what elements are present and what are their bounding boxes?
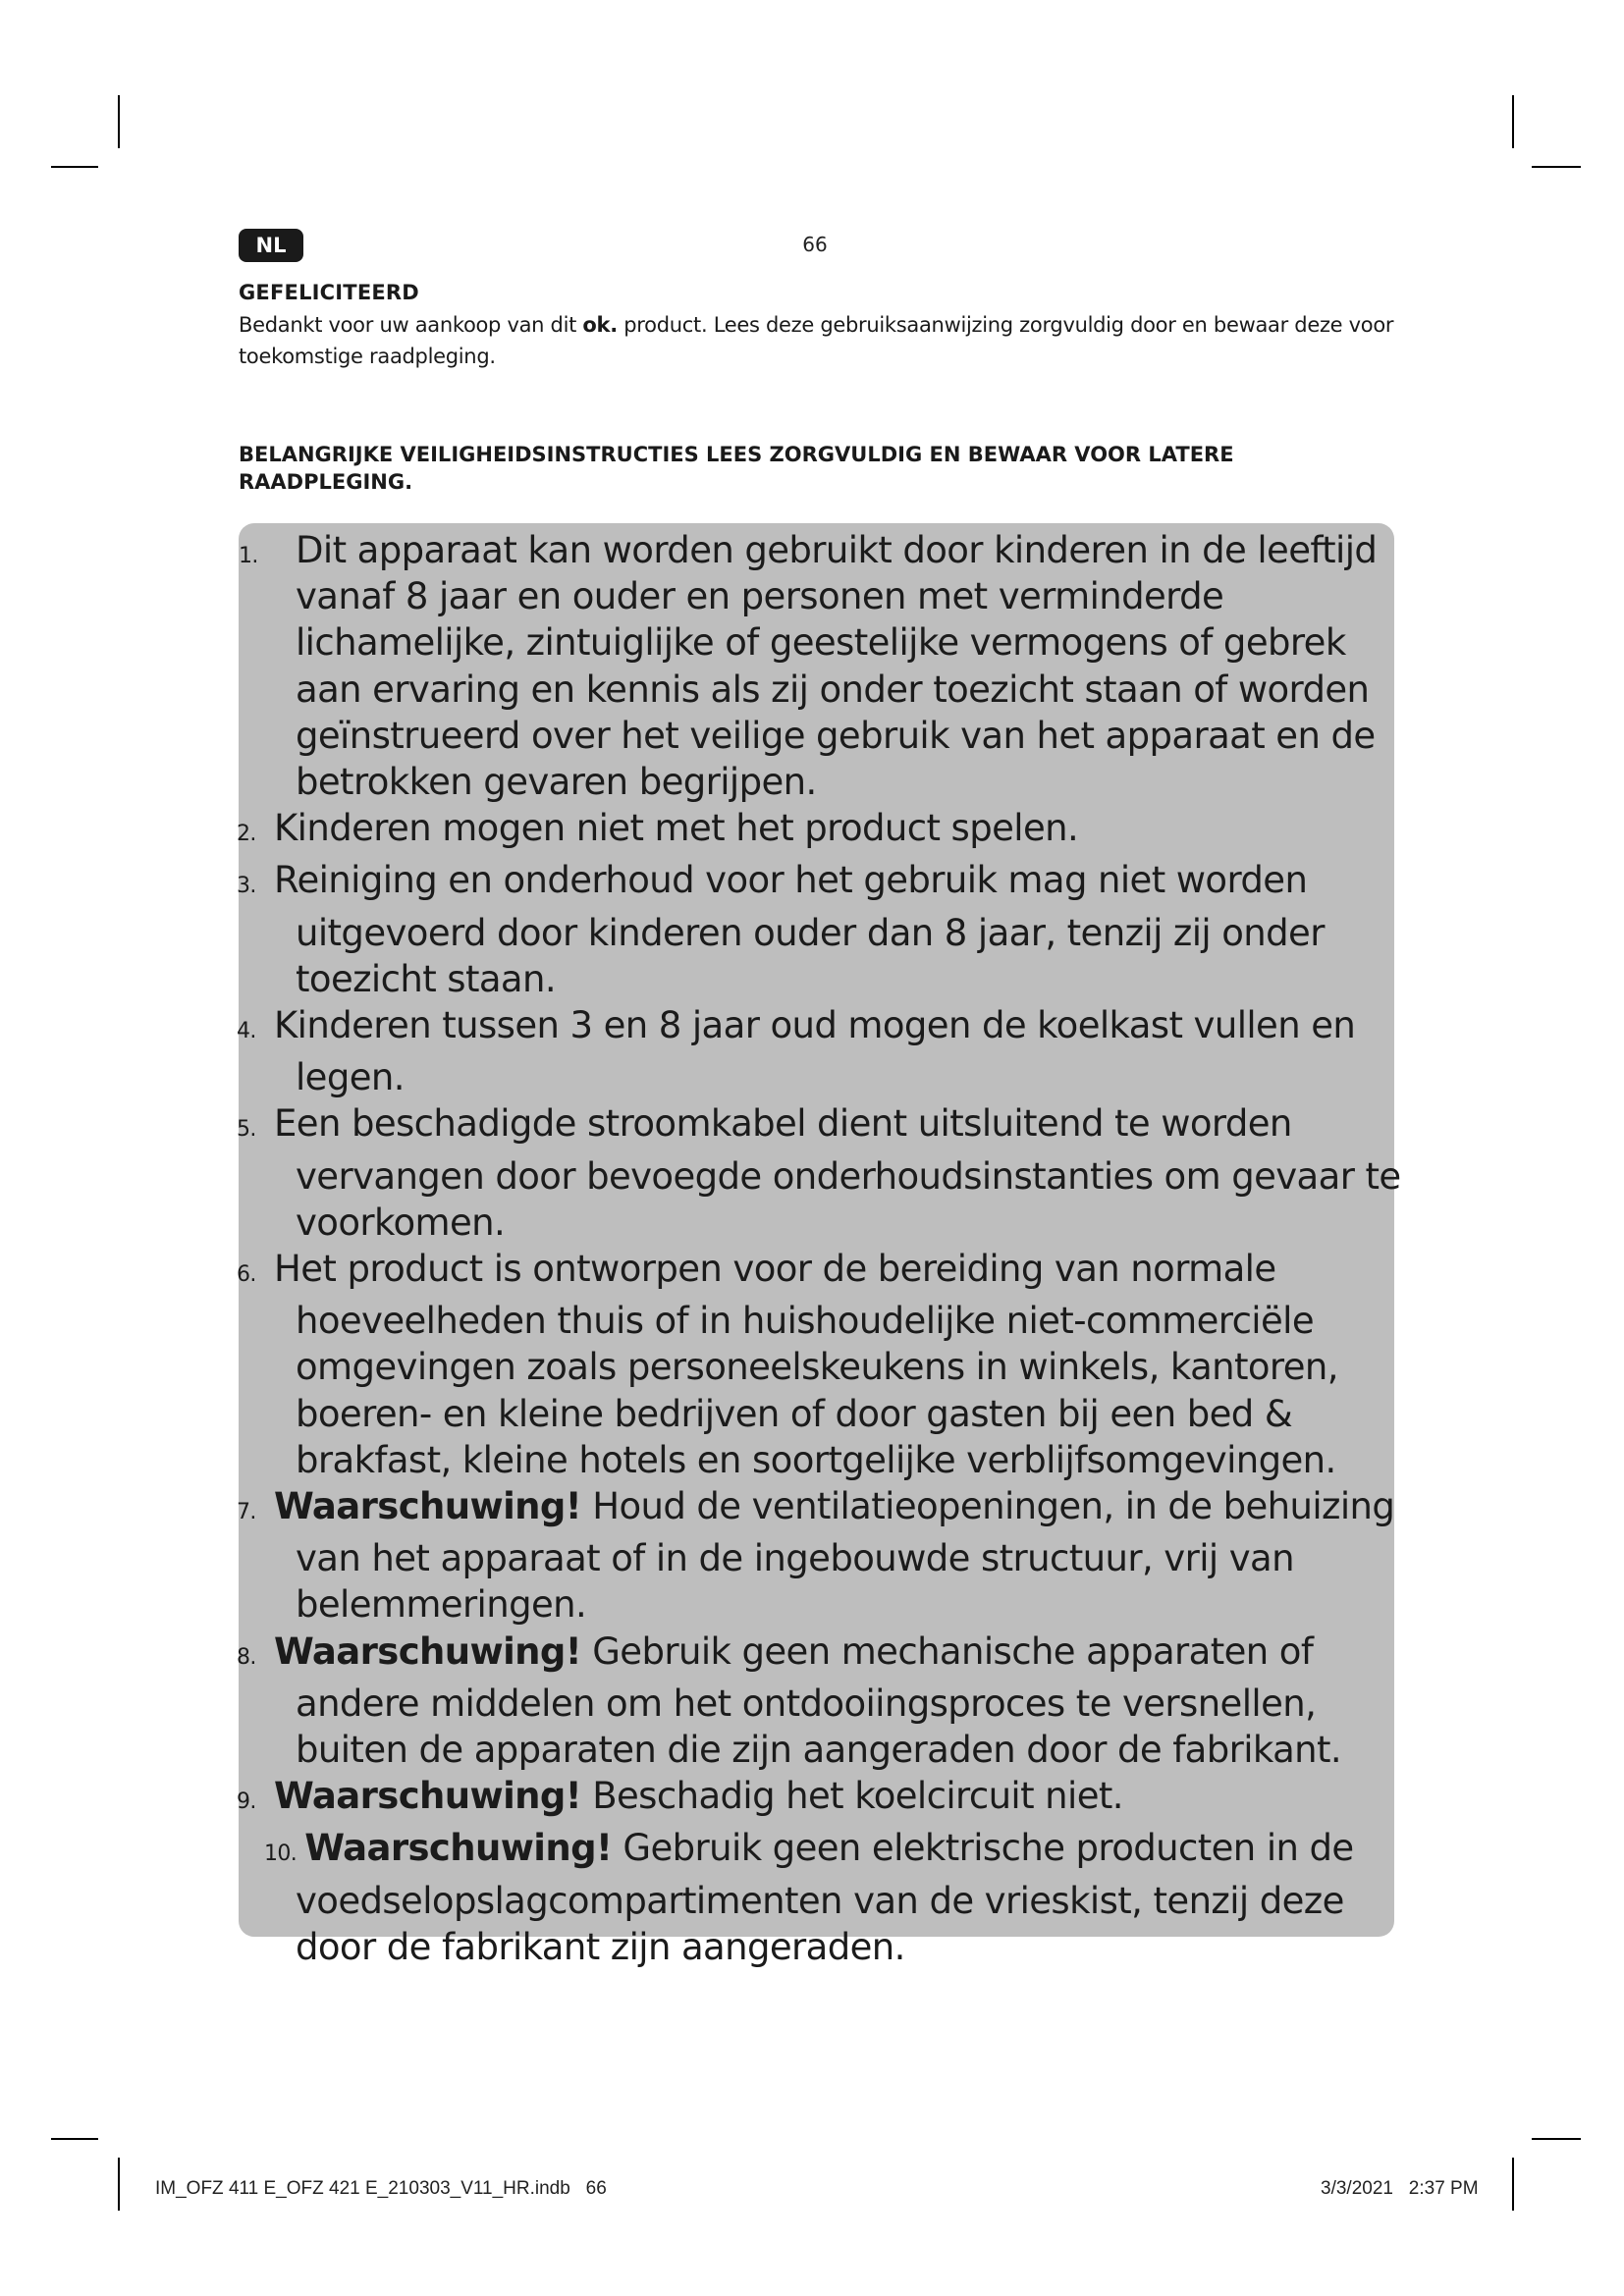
item-number: 2. — [237, 822, 256, 847]
list-item — [239, 1100, 1412, 1246]
warning-label: Waarschuwing! — [304, 1827, 613, 1870]
safety-instructions-list — [239, 527, 1412, 1970]
item-number: 7. — [237, 1500, 256, 1525]
item-number: 5. — [237, 1117, 256, 1143]
list-item — [239, 1483, 1412, 1629]
item-number: 3. — [237, 874, 256, 899]
item-text: Kinderen tussen 3 en 8 jaar oud mogen de koelkast vullen en legen. — [274, 1004, 1356, 1099]
list-item — [239, 1825, 1412, 1970]
item-number: 4. — [237, 1019, 256, 1044]
safety-heading: BELANGRIJKE VEILIGHEIDSINSTRUCTIES LEES ZORGVULDIG EN BEWAAR VOOR LATERE RAADPLEGING. — [239, 443, 1234, 494]
warning-label: Waarschuwing! — [274, 1775, 582, 1818]
warning-label: Waarschuwing! — [274, 1629, 582, 1673]
item-text: Het product is ontworpen voor de bereiding van normale hoeveelheden thuis of in huishoudelijke niet-commerciële omgevingen zoals personeelskeukens in winkels, kantoren, boeren- en kleine bedrijven of door gasten bij een bed & brakfast, kleine hotels en soortgelijke verblijfsomgevingen. — [274, 1248, 1338, 1481]
item-text: Een beschadigde stroomkabel dient uitsluitend te worden vervangen door bevoegde onderhoudsinstanties om gevaar te voorkomen. — [274, 1102, 1401, 1244]
crop-mark — [51, 166, 98, 168]
footer-datetime: 3/3/2021 2:37 PM — [1321, 2178, 1479, 2199]
item-text: Gebruik geen mechanische apparaten of andere middelen om het ontdooiingsproces te versnellen, buiten de apparaten die zijn aangeraden door de fabrikant. — [296, 1629, 1342, 1772]
intro-text-before: Bedankt voor uw aankoop van dit — [239, 313, 583, 337]
crop-mark — [1532, 166, 1581, 168]
item-number: 9. — [237, 1789, 256, 1815]
item-number: 1. — [239, 544, 258, 568]
list-item — [239, 857, 1412, 1002]
item-text: Beschadig het koelcircuit niet. — [581, 1775, 1123, 1818]
crop-mark — [1532, 2138, 1581, 2140]
crop-mark — [118, 95, 120, 148]
list-item — [239, 805, 1412, 857]
intro-text-after: product. Lees deze gebruiksaanwijzing zorgvuldig door en bewaar deze voor toekomstige raadpleging. — [239, 313, 1394, 368]
page-number: 66 — [802, 233, 828, 256]
crop-mark — [118, 2158, 120, 2211]
list-item — [239, 1002, 1412, 1100]
intro-heading: GEFELICITEERD — [239, 281, 419, 304]
list-item — [239, 1773, 1412, 1825]
language-badge: NL — [239, 229, 303, 262]
brand-name: ok. — [582, 313, 618, 337]
item-text: Reiniging en onderhoud voor het gebruik mag niet worden uitgevoerd door kinderen ouder dan 8 jaar, tenzij zij onder toezicht staan. — [274, 859, 1325, 1000]
list-item — [239, 1629, 1412, 1774]
crop-mark — [1512, 95, 1514, 148]
item-text: Houd de ventilatieopeningen, in de behuizing van het apparaat of in de ingebouwde structuur, vrij van belemmeringen. — [296, 1485, 1395, 1627]
intro-paragraph — [239, 309, 1407, 372]
list-item — [239, 1246, 1412, 1483]
list-item — [239, 527, 1412, 805]
warning-label: Waarschuwing! — [274, 1485, 582, 1528]
item-number: 10. — [264, 1842, 298, 1867]
item-text: Kinderen mogen niet met het product spelen. — [274, 807, 1079, 850]
footer-file-info: IM_OFZ 411 E_OFZ 421 E_210303_V11_HR.indb 66 — [155, 2178, 607, 2199]
crop-mark — [1512, 2158, 1514, 2211]
crop-mark — [51, 2138, 98, 2140]
item-number: 8. — [237, 1644, 256, 1670]
item-number: 6. — [237, 1262, 256, 1288]
item-text: Gebruik geen elektrische producten in de voedselopslagcompartimenten van de vrieskist, tenzij deze door de fabrikant zijn aangeraden. — [296, 1827, 1354, 1968]
item-text: Dit apparaat kan worden gebruikt door kinderen in de leeftijd vanaf 8 jaar en ouder en personen met verminderde lichamelijke, zintuiglijke of geestelijke vermogens of gebrek aan ervaring en kennis als zij onder toezicht staan of worden geïnstrueerd over het veilige gebruik van het apparaat en de betrokken gevaren begrijpen. — [296, 529, 1378, 804]
